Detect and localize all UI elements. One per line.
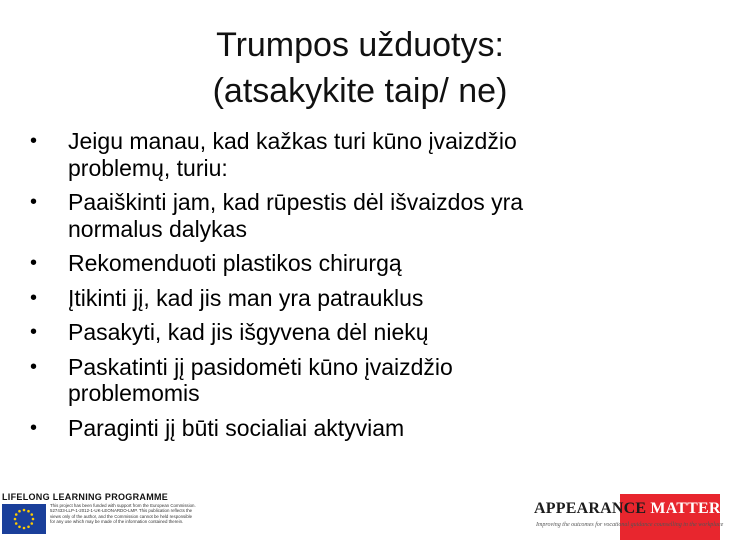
eu-star <box>23 527 26 530</box>
brand-word-2: MATTERS <box>650 500 730 517</box>
eu-star <box>23 509 26 512</box>
bullet-text-cont: problemomis <box>68 380 200 406</box>
eu-star <box>27 525 30 528</box>
slide-title <box>120 22 600 114</box>
eu-star <box>30 522 33 525</box>
title-line-1: Trumpos užduotys: <box>216 26 504 64</box>
bullet-text: Paraginti jį būti socialiai aktyviam <box>68 414 405 441</box>
bullet-text-cont: normalus dalykas <box>68 215 247 242</box>
bullet-text: Paaiškinti jam, kad rūpestis dėl išvaizdos yra <box>68 189 524 215</box>
eu-star <box>15 522 18 525</box>
eu-star <box>30 513 33 516</box>
bullet-item <box>26 128 666 181</box>
bullet-text: Pasakyti, kad jis išgyvena dėl niekų <box>68 319 429 345</box>
eu-flag-icon <box>2 504 46 534</box>
brand-word-1: APPEARANCE <box>534 500 647 517</box>
eu-logo-block <box>0 492 200 540</box>
bullet-item <box>26 250 666 277</box>
eu-disclaimer: This project has been funded with support from the European Commission. 527433-LLP-1-2012-1-UK-LEONARDO-LMP. This publication reflects the views only of the author, and the Commission cannot be held responsible for any use which may be made of the information contained therein. <box>50 503 196 525</box>
bullet-dot: • <box>30 252 38 274</box>
eu-star <box>18 525 21 528</box>
llp-title: LIFELONG LEARNING PROGRAMME <box>2 492 169 502</box>
bullet-text: Jeigu manau, kad kažkas turi kūno įvaizdžio <box>68 128 517 154</box>
bullet-dot: • <box>30 191 38 213</box>
bullet-dot: • <box>30 416 38 439</box>
bullet-text: Paskatinti jį pasidomėti kūno įvaizdžio <box>68 353 453 380</box>
bullet-item <box>26 189 666 242</box>
brand-tagline: Improving the outcomes for vocational guidance counselling in the workplace <box>536 522 724 528</box>
bullet-item <box>26 285 666 312</box>
bullet-dot: • <box>30 130 38 152</box>
bullet-item <box>26 319 666 346</box>
bullet-text: Įtikinti jį, kad jis man yra patrauklus <box>68 284 424 311</box>
eu-star <box>27 510 30 513</box>
eu-star <box>18 510 21 513</box>
bullet-dot: • <box>30 355 38 378</box>
eu-star <box>14 518 17 521</box>
bullet-dot: • <box>30 286 38 309</box>
bullet-text-cont: problemų, turiu: <box>68 154 228 181</box>
eu-star <box>15 513 18 516</box>
bullet-item <box>26 354 666 407</box>
bullet-item <box>26 415 666 442</box>
brand-wordmark <box>534 500 730 518</box>
bullet-dot: • <box>30 321 38 343</box>
title-line-2: (atsakykite taip/ ne) <box>212 72 508 110</box>
bullet-text: Rekomenduoti plastikos chirurgą <box>68 250 402 276</box>
eu-stars-icon <box>2 504 46 534</box>
eu-star <box>32 518 35 521</box>
appearance-matters-logo <box>528 494 730 540</box>
bullet-list <box>26 128 666 449</box>
